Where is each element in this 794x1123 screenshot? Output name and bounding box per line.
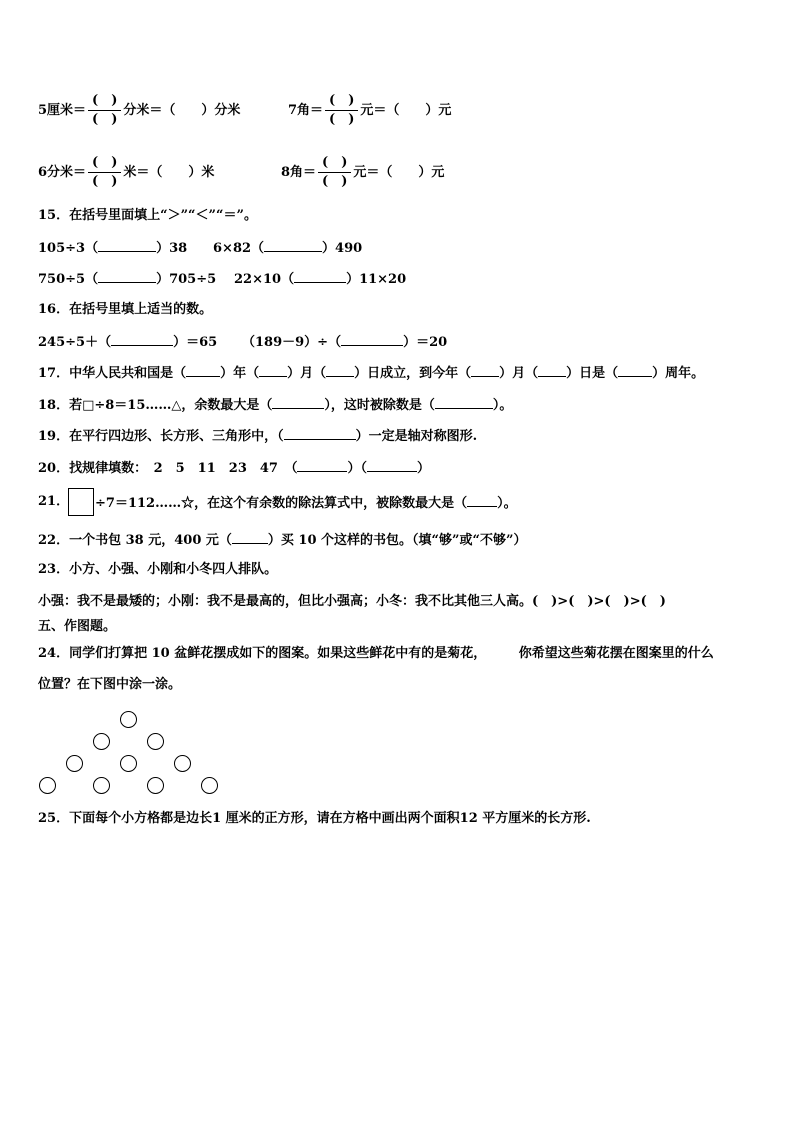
fraction-numerator: ( ) [92, 155, 118, 170]
text: ） [416, 461, 430, 476]
flower-circle[interactable] [147, 777, 164, 794]
q15-row2a [38, 270, 216, 288]
flower-circle[interactable] [39, 777, 56, 794]
q15-row1a [38, 239, 187, 257]
dividend-box [68, 488, 94, 516]
text: 19．在平行四边形、长方形、三角形中，（ [38, 429, 284, 444]
q23-body: 小强：我不是最矮的；小刚：我不是最高的，但比小强高；小冬：我不比其他三人高。( )>( )>( )>( ) [38, 594, 666, 609]
text: 105÷3（ [38, 241, 99, 256]
answer-blank[interactable] [111, 333, 173, 346]
text: ）日成立，到今年（ [354, 366, 472, 381]
flower-circle[interactable] [120, 755, 137, 772]
q16-title: 16．在括号里填上适当的数。 [38, 302, 213, 317]
answer-blank[interactable] [294, 270, 346, 283]
fraction [325, 92, 358, 129]
q17 [38, 364, 704, 382]
text: ）705÷5 [156, 272, 217, 287]
fraction [88, 92, 121, 129]
unit-line-1b [288, 92, 451, 129]
text: ）周年。 [652, 366, 705, 381]
fraction-numerator: ( ) [329, 93, 355, 108]
q22 [38, 531, 526, 549]
text: ）日是（ [566, 366, 619, 381]
q24-line2: 位置？在下图中涂一涂。 [38, 677, 182, 692]
q16-b [242, 333, 447, 351]
q15-title: 15．在括号里面填上“＞”“＜”“＝”。 [38, 208, 257, 223]
text: 8角＝ [281, 165, 317, 180]
q21 [95, 494, 517, 512]
q15-row2b [234, 270, 406, 288]
text: ）（ [347, 461, 367, 476]
text: 元＝（ ）元 [360, 103, 452, 118]
text: 17．中华人民共和国是（ [38, 366, 187, 381]
fraction-numerator: ( ) [92, 93, 118, 108]
answer-blank[interactable] [367, 459, 417, 472]
flower-circle[interactable] [174, 755, 191, 772]
q19 [38, 427, 477, 445]
answer-blank[interactable] [272, 396, 324, 409]
text: 6分米＝ [38, 165, 87, 180]
text: 7角＝ [288, 103, 324, 118]
unit-line-1 [38, 92, 240, 129]
q23-title: 23．小方、小强、小刚和小冬四人排队。 [38, 562, 278, 577]
answer-blank[interactable] [98, 270, 156, 283]
text: ）38 [156, 241, 188, 256]
text: 5厘米＝ [38, 103, 87, 118]
q20 [38, 459, 430, 477]
text: 6×82（ [213, 241, 265, 256]
flower-circle[interactable] [66, 755, 83, 772]
fraction-numerator: ( ) [322, 155, 348, 170]
text: 米＝（ ）米 [123, 165, 215, 180]
flower-circle[interactable] [120, 711, 137, 728]
fraction-denominator: ( ) [92, 112, 118, 127]
answer-blank[interactable] [435, 396, 493, 409]
text: 分米＝（ ）分米 [123, 103, 241, 118]
text: 245÷5＋（ [38, 335, 112, 350]
text: ÷7＝112……☆，在这个有余数的除法算式中，被除数最大是（ [95, 496, 468, 511]
fraction [88, 154, 121, 191]
q15-row1b [213, 239, 362, 257]
answer-blank[interactable] [259, 364, 287, 377]
text: 元＝（ ）元 [353, 165, 445, 180]
answer-blank[interactable] [538, 364, 566, 377]
text: ）一定是轴对称图形. [355, 429, 478, 444]
text: 750÷5（ [38, 272, 99, 287]
fraction [318, 154, 351, 191]
flower-circle[interactable] [147, 733, 164, 750]
answer-blank[interactable] [284, 427, 356, 440]
text: 20．找规律填数： 2 5 11 23 47 （ [38, 461, 298, 476]
unit-line-2b [281, 154, 444, 191]
text: ）11×20 [346, 272, 407, 287]
q18 [38, 396, 512, 414]
text: 18．若□÷8＝15……△，余数最大是（ [38, 398, 273, 413]
text: ）。 [492, 398, 513, 413]
answer-blank[interactable] [471, 364, 499, 377]
q21-number: 21． [38, 494, 70, 509]
section-heading: 五、作图题。 [38, 619, 117, 634]
fraction-denominator: ( ) [329, 112, 355, 127]
answer-blank[interactable] [264, 239, 322, 252]
q16-a [38, 333, 217, 351]
flower-circle[interactable] [201, 777, 218, 794]
answer-blank[interactable] [297, 459, 347, 472]
text: ）＝20 [403, 335, 448, 350]
answer-blank[interactable] [232, 531, 268, 544]
answer-blank[interactable] [341, 333, 403, 346]
text: ）买 10 个这样的书包。（填“够”或“不够”） [267, 533, 527, 548]
q24-line1: 24．同学们打算把 10 盆鲜花摆成如下的图案。如果这些鲜花中有的是菊花， 你希望这些菊花摆在图案里的什么 [38, 646, 714, 661]
fraction-denominator: ( ) [322, 174, 348, 189]
unit-line-2 [38, 154, 214, 191]
q25: 25．下面每个小方格都是边长1 厘米的正方形，请在方格中画出两个面积12 平方厘米的长方形. [38, 811, 591, 826]
text: ），这时被除数是（ [324, 398, 435, 413]
flower-circle[interactable] [93, 733, 110, 750]
text: ）月（ [499, 366, 539, 381]
text: ）年（ [220, 366, 260, 381]
answer-blank[interactable] [186, 364, 220, 377]
answer-blank[interactable] [467, 494, 497, 507]
text: 22．一个书包 38 元，400 元（ [38, 533, 232, 548]
text: ）490 [322, 241, 363, 256]
flower-circle[interactable] [93, 777, 110, 794]
text: ）月（ [287, 366, 327, 381]
text: ）＝65 [173, 335, 218, 350]
answer-blank[interactable] [98, 239, 156, 252]
text: 22×10（ [234, 272, 295, 287]
text: ）。 [497, 496, 517, 511]
text: （189－9）÷（ [242, 335, 342, 350]
fraction-denominator: ( ) [92, 174, 118, 189]
answer-blank[interactable] [618, 364, 652, 377]
answer-blank[interactable] [326, 364, 354, 377]
